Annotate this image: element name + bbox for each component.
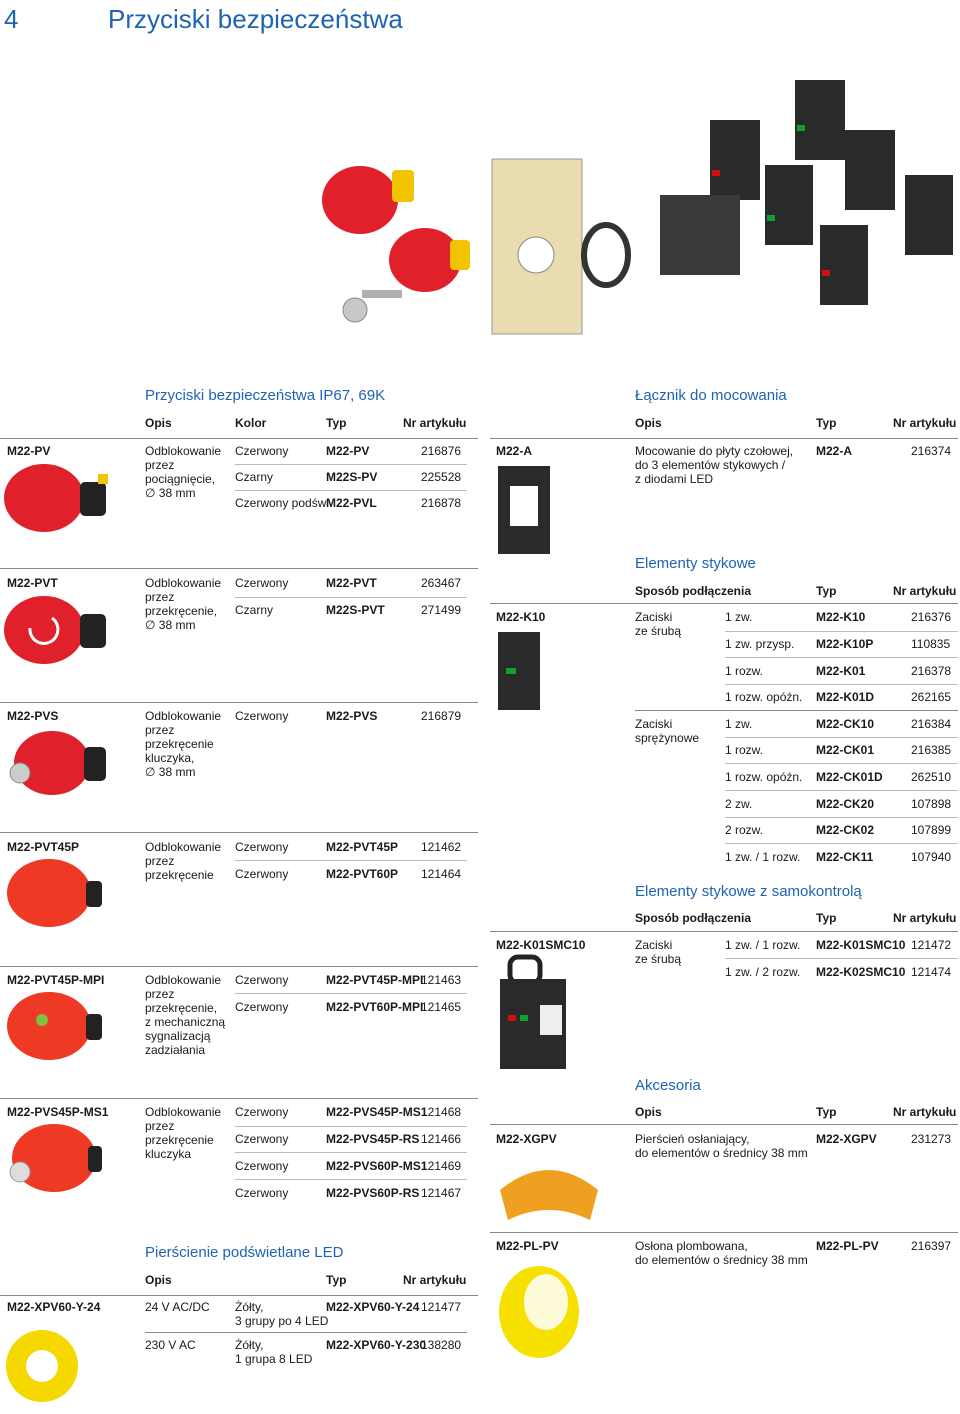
row-rule bbox=[725, 684, 958, 685]
row-rule bbox=[235, 1179, 467, 1180]
article-cell: 271499 bbox=[421, 603, 462, 617]
section-title-mounting: Łącznik do mocowania bbox=[635, 387, 787, 404]
article-cell: 231273 bbox=[911, 1132, 952, 1146]
contact-elements-illustration bbox=[650, 75, 955, 315]
row-rule bbox=[725, 958, 958, 959]
article-cell: 216879 bbox=[421, 709, 462, 723]
product-desc: Odblokowanie przez przekręcenie bbox=[145, 840, 222, 882]
product-label: M22-PL-PV bbox=[496, 1239, 559, 1253]
function-cell: 1 rozw. bbox=[725, 743, 764, 757]
product-label: M22-PVT45P bbox=[7, 840, 80, 854]
header-rule bbox=[0, 1295, 478, 1296]
product-image-m22-pv bbox=[2, 460, 112, 535]
article-cell: 216878 bbox=[421, 496, 462, 510]
product-image-m22-pvt45p bbox=[4, 855, 104, 930]
row-rule bbox=[725, 790, 958, 791]
product-image-led-ring bbox=[2, 1318, 82, 1408]
article-cell: 262510 bbox=[911, 770, 952, 784]
row-rule bbox=[0, 568, 478, 569]
function-cell: 1 zw. przysp. bbox=[725, 637, 795, 651]
function-cell: 1 rozw. opóźn. bbox=[725, 770, 803, 784]
header-opis: Opis bbox=[145, 416, 172, 430]
header-nr: Nr artykułu bbox=[893, 1105, 957, 1119]
type-cell: M22-CK20 bbox=[816, 797, 875, 811]
red-mushroom-button bbox=[322, 166, 398, 234]
row-rule bbox=[235, 1152, 467, 1153]
product-image-m22-xgpv bbox=[494, 1150, 604, 1225]
product-label: M22-XPV60-Y-24 bbox=[7, 1300, 101, 1314]
header-nr: Nr artykułu bbox=[403, 1273, 467, 1287]
color-cell: Czerwony bbox=[235, 1105, 289, 1119]
header-rule bbox=[0, 438, 478, 439]
section-title-contacts: Elementy stykowe bbox=[635, 555, 756, 572]
header-kolor: Kolor bbox=[235, 416, 267, 430]
header-sposob: Sposób podłączenia bbox=[635, 584, 752, 598]
color-cell: Czerwony bbox=[235, 444, 289, 458]
ring-nut-icon bbox=[584, 225, 628, 285]
section-title-selfmon: Elementy stykowe z samokontrolą bbox=[635, 883, 862, 900]
type-cell: M22-PVT bbox=[326, 576, 377, 590]
row-rule bbox=[235, 1126, 467, 1127]
product-image-m22-pvt45p-mpi bbox=[4, 988, 104, 1063]
header-nr: Nr artykułu bbox=[893, 584, 957, 598]
product-image-m22-k01smc10 bbox=[494, 955, 574, 1075]
row-rule bbox=[725, 843, 958, 844]
header-opis: Opis bbox=[635, 416, 662, 430]
product-image-m22-pvt bbox=[2, 592, 112, 667]
header-rule bbox=[490, 1124, 958, 1125]
article-cell: 121465 bbox=[421, 1000, 462, 1014]
article-cell: 110835 bbox=[911, 637, 951, 651]
product-desc: Odblokowanie przez pociągnięcie, ∅ 38 mm bbox=[145, 444, 222, 500]
article-cell: 216385 bbox=[911, 743, 952, 757]
row-rule bbox=[725, 817, 958, 818]
type-cell: M22-A bbox=[816, 444, 853, 458]
function-cell: 1 zw. bbox=[725, 717, 753, 731]
article-cell: 121463 bbox=[421, 973, 462, 987]
product-label: M22-PVS45P-MS1 bbox=[7, 1105, 109, 1119]
type-cell: M22S-PVT bbox=[326, 603, 385, 617]
article-cell: 262165 bbox=[911, 690, 952, 704]
color-cell: Czarny bbox=[235, 470, 274, 484]
type-cell: M22-PVS45P-MS1 bbox=[326, 1105, 428, 1119]
header-opis: Opis bbox=[145, 1273, 172, 1287]
function-cell: 1 rozw. opóźn. bbox=[725, 690, 803, 704]
article-cell: 225528 bbox=[421, 470, 462, 484]
type-cell: M22-CK01 bbox=[816, 743, 875, 757]
color-cell: Czerwony bbox=[235, 1132, 289, 1146]
function-cell: 1 rozw. bbox=[725, 664, 764, 678]
front-plate-illustration bbox=[488, 155, 638, 340]
color-cell: Czerwony bbox=[235, 709, 289, 723]
product-desc: Odblokowanie przez przekręcenie kluczyka, ∅ 38 mm bbox=[145, 709, 222, 779]
hero-buttons-illustration bbox=[300, 140, 480, 340]
type-cell: M22-CK10 bbox=[816, 717, 875, 731]
product-desc: Mocowanie do płyty czołowej, do 3 elementów stykowych / z diodami LED bbox=[635, 444, 794, 486]
color-cell: Żółty, 3 grupy po 4 LED bbox=[235, 1300, 329, 1328]
product-desc: Odblokowanie przez przekręcenie, z mechaniczną sygnalizacją zadziałania bbox=[145, 973, 226, 1057]
article-cell: 138280 bbox=[421, 1338, 462, 1352]
article-cell: 216876 bbox=[421, 444, 462, 458]
color-cell: Czerwony bbox=[235, 1186, 289, 1200]
type-cell: M22-K01SMC10 bbox=[816, 938, 906, 952]
type-cell: M22-XPV60-Y-24 bbox=[326, 1300, 420, 1314]
article-cell: 107899 bbox=[911, 823, 952, 837]
section-title-safety-buttons: Przyciski bezpieczeństwa IP67, 69K bbox=[145, 387, 386, 404]
article-cell: 121469 bbox=[421, 1159, 462, 1173]
type-cell: M22-PVS bbox=[326, 709, 378, 723]
function-cell: 2 zw. bbox=[725, 797, 753, 811]
opis-cell: 230 V AC bbox=[145, 1338, 196, 1352]
type-cell: M22-K01D bbox=[816, 690, 875, 704]
type-cell: M22-XGPV bbox=[816, 1132, 877, 1146]
page-number: 4 bbox=[4, 4, 19, 34]
section-title-led-rings: Pierścienie podświetlane LED bbox=[145, 1244, 344, 1261]
row-rule bbox=[235, 993, 467, 994]
type-cell: M22-PV bbox=[326, 444, 370, 458]
row-rule bbox=[0, 702, 478, 703]
header-rule bbox=[490, 603, 958, 604]
article-cell: 121467 bbox=[421, 1186, 462, 1200]
header-typ: Typ bbox=[816, 584, 837, 598]
product-image-m22-pvs bbox=[2, 725, 112, 800]
header-nr: Nr artykułu bbox=[403, 416, 467, 430]
article-cell: 121468 bbox=[421, 1105, 462, 1119]
color-cell: Żółty, 1 grupa 8 LED bbox=[235, 1338, 313, 1366]
article-cell: 121464 bbox=[421, 867, 462, 881]
type-cell: M22-K01 bbox=[816, 664, 866, 678]
product-desc: Pierścień osłaniający, do elementów o średnicy 38 mm bbox=[635, 1132, 808, 1160]
type-cell: M22-PVS60P-MS1 bbox=[326, 1159, 428, 1173]
header-nr: Nr artykułu bbox=[893, 911, 957, 925]
product-label: M22-PVT45P-MPI bbox=[7, 973, 105, 987]
type-cell: M22-CK01D bbox=[816, 770, 883, 784]
function-cell: 1 zw. bbox=[725, 610, 753, 624]
function-cell: 1 zw. / 1 rozw. bbox=[725, 938, 801, 952]
article-cell: 216397 bbox=[911, 1239, 952, 1253]
article-cell: 121466 bbox=[421, 1132, 462, 1146]
row-rule bbox=[635, 710, 958, 711]
header-typ: Typ bbox=[816, 416, 837, 430]
product-image-m22-pl-pv bbox=[494, 1254, 584, 1364]
connection-type: Zaciski sprężynowe bbox=[635, 717, 700, 745]
article-cell: 263467 bbox=[421, 576, 462, 590]
color-cell: Czerwony podśw. bbox=[235, 496, 330, 510]
type-cell: M22-K10P bbox=[816, 637, 874, 651]
product-image-m22-pvs45p-ms1 bbox=[4, 1120, 104, 1200]
connection-type: Zaciski ze śrubą bbox=[635, 610, 682, 638]
product-label: M22-A bbox=[496, 444, 533, 458]
opis-cell: 24 V AC/DC bbox=[145, 1300, 210, 1314]
row-rule bbox=[0, 832, 478, 833]
article-cell: 216376 bbox=[911, 610, 952, 624]
header-rule bbox=[490, 438, 958, 439]
article-cell: 216374 bbox=[911, 444, 952, 458]
row-rule bbox=[235, 860, 467, 861]
product-desc: Odblokowanie przez przekręcenie kluczyka bbox=[145, 1105, 222, 1161]
header-typ: Typ bbox=[816, 911, 837, 925]
article-cell: 216378 bbox=[911, 664, 952, 678]
row-rule bbox=[0, 966, 478, 967]
color-cell: Czerwony bbox=[235, 840, 289, 854]
row-rule bbox=[235, 490, 467, 491]
color-cell: Czerwony bbox=[235, 867, 289, 881]
article-cell: 216384 bbox=[911, 717, 952, 731]
row-rule bbox=[490, 1232, 958, 1233]
row-rule bbox=[725, 631, 958, 632]
type-cell: M22-CK02 bbox=[816, 823, 875, 837]
function-cell: 1 zw. / 1 rozw. bbox=[725, 850, 801, 864]
row-rule bbox=[0, 1098, 478, 1099]
type-cell: M22-PVT45P-MPI bbox=[326, 973, 424, 987]
type-cell: M22-PL-PV bbox=[816, 1239, 879, 1253]
row-rule bbox=[145, 1332, 467, 1333]
product-label: M22-PVS bbox=[7, 709, 59, 723]
product-label: M22-PVT bbox=[7, 576, 58, 590]
header-typ: Typ bbox=[326, 416, 347, 430]
product-label: M22-K10 bbox=[496, 610, 546, 624]
type-cell: M22-PVS45P-RS bbox=[326, 1132, 420, 1146]
type-cell: M22-XPV60-Y-230 bbox=[326, 1338, 427, 1352]
color-cell: Czerwony bbox=[235, 576, 289, 590]
article-cell: 121474 bbox=[911, 965, 952, 979]
color-cell: Czerwony bbox=[235, 1159, 289, 1173]
header-sposob: Sposób podłączenia bbox=[635, 911, 752, 925]
type-cell: M22-K10 bbox=[816, 610, 866, 624]
function-cell: 2 rozw. bbox=[725, 823, 764, 837]
header-rule bbox=[490, 931, 958, 932]
row-rule bbox=[725, 763, 958, 764]
type-cell: M22-PVT45P bbox=[326, 840, 399, 854]
header-opis: Opis bbox=[635, 1105, 662, 1119]
header-typ: Typ bbox=[326, 1273, 347, 1287]
header-nr: Nr artykułu bbox=[893, 416, 957, 430]
article-cell: 107898 bbox=[911, 797, 952, 811]
row-rule bbox=[725, 737, 958, 738]
type-cell: M22-K02SMC10 bbox=[816, 965, 906, 979]
article-cell: 107940 bbox=[911, 850, 952, 864]
row-rule bbox=[235, 597, 467, 598]
product-image-m22-a bbox=[494, 462, 554, 558]
header-typ: Typ bbox=[816, 1105, 837, 1119]
product-label: M22-XGPV bbox=[496, 1132, 557, 1146]
product-desc: Osłona plombowana, do elementów o średnicy 38 mm bbox=[635, 1239, 808, 1267]
type-cell: M22-PVT60P bbox=[326, 867, 399, 881]
product-label: M22-PV bbox=[7, 444, 51, 458]
type-cell: M22-PVS60P-RS bbox=[326, 1186, 420, 1200]
type-cell: M22-CK11 bbox=[816, 850, 874, 864]
product-label: M22-K01SMC10 bbox=[496, 938, 586, 952]
page-title: Przyciski bezpieczeństwa bbox=[108, 4, 403, 34]
function-cell: 1 zw. / 2 rozw. bbox=[725, 965, 801, 979]
connection-type: Zaciski ze śrubą bbox=[635, 938, 682, 966]
article-cell: 121472 bbox=[911, 938, 952, 952]
row-rule bbox=[235, 464, 467, 465]
key-icon bbox=[343, 298, 367, 322]
color-cell: Czerwony bbox=[235, 973, 289, 987]
type-cell: M22S-PV bbox=[326, 470, 378, 484]
type-cell: M22-PVT60P-MPI bbox=[326, 1000, 424, 1014]
article-cell: 121462 bbox=[421, 840, 462, 854]
color-cell: Czarny bbox=[235, 603, 274, 617]
row-rule bbox=[725, 657, 958, 658]
article-cell: 121477 bbox=[421, 1300, 462, 1314]
section-title-accessories: Akcesoria bbox=[635, 1077, 701, 1094]
product-image-m22-k10 bbox=[494, 628, 544, 714]
color-cell: Czerwony bbox=[235, 1000, 289, 1014]
product-desc: Odblokowanie przez przekręcenie, ∅ 38 mm bbox=[145, 576, 222, 632]
type-cell: M22-PVL bbox=[326, 496, 377, 510]
